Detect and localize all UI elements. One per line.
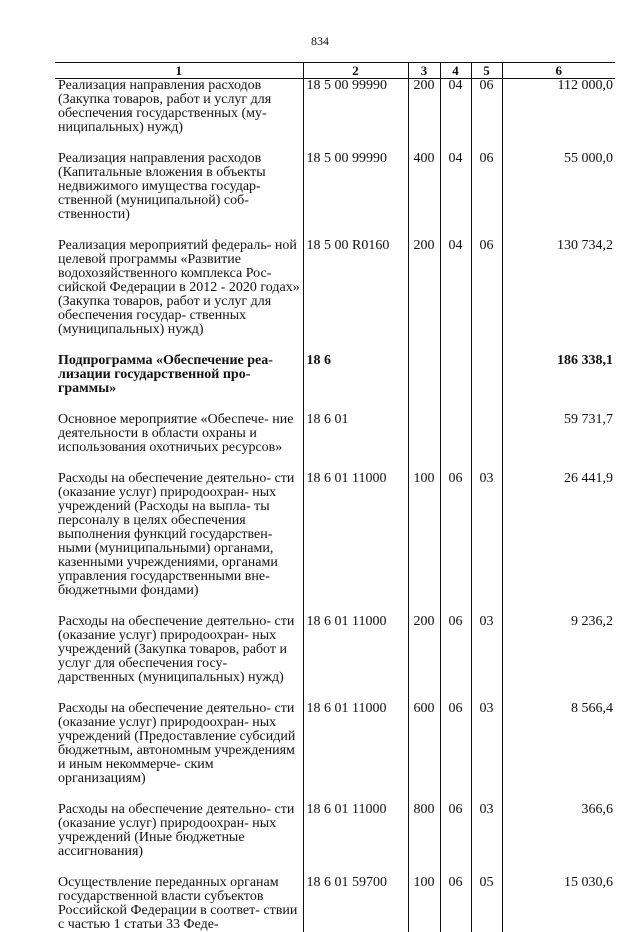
table-row xyxy=(55,152,615,239)
row-vr-code: 600 xyxy=(408,702,440,803)
row-pr-code: 06 xyxy=(471,239,502,354)
header-col-4: 4 xyxy=(440,63,471,79)
row-amount: 9 236,2 xyxy=(502,615,615,702)
header-col-5: 5 xyxy=(471,63,502,79)
row-amount: 8 566,4 xyxy=(502,702,615,803)
row-csr-code: 18 6 01 xyxy=(303,413,408,472)
row-csr-code: 18 6 01 59700 xyxy=(303,876,408,932)
row-pr-code: 03 xyxy=(471,615,502,702)
table-row xyxy=(55,876,615,932)
row-csr-code: 18 5 00 R0160 xyxy=(303,239,408,354)
row-name: Расходы на обеспечение деятельно- сти (оказание услуг) природоохран- ных учреждений (Закупка товаров, работ и услуг для обеспечения госу- дарственных (муниципальных) нужд) xyxy=(55,615,303,702)
row-pr-code: 03 xyxy=(471,803,502,876)
table-row xyxy=(55,472,615,615)
row-amount: 130 734,2 xyxy=(502,239,615,354)
row-rz-code: 06 xyxy=(440,876,471,932)
table-row xyxy=(55,702,615,803)
row-pr-code: 05 xyxy=(471,876,502,932)
row-amount: 59 731,7 xyxy=(502,413,615,472)
table-row xyxy=(55,803,615,876)
row-amount: 366,6 xyxy=(502,803,615,876)
row-csr-code: 18 5 00 99990 xyxy=(303,79,408,153)
table-body xyxy=(55,79,615,932)
row-pr-code: 06 xyxy=(471,79,502,153)
row-rz-code: 04 xyxy=(440,239,471,354)
header-col-1: 1 xyxy=(55,63,303,79)
row-name: Реализация направления расходов (Закупка товаров, работ и услуг для обеспечения государственных (му- ниципальных) нужд) xyxy=(55,79,303,153)
header-row xyxy=(55,63,615,79)
row-rz-code xyxy=(440,413,471,472)
row-name: Расходы на обеспечение деятельно- сти (оказание услуг) природоохран- ных учреждений (Предоставление субсидий бюджетным, автономным учреждениям и иным некоммерче- ским организациям) xyxy=(55,702,303,803)
row-csr-code: 18 6 01 11000 xyxy=(303,803,408,876)
row-vr-code xyxy=(408,413,440,472)
row-name: Осуществление переданных органам государственной власти субъектов Российской Федерации в соответ- ствии с частью 1 статьи 33 Феде- xyxy=(55,876,303,932)
row-rz-code: 06 xyxy=(440,472,471,615)
row-vr-code: 800 xyxy=(408,803,440,876)
row-amount: 15 030,6 xyxy=(502,876,615,932)
row-vr-code: 100 xyxy=(408,876,440,932)
row-pr-code: 03 xyxy=(471,702,502,803)
row-pr-code xyxy=(471,354,502,413)
row-csr-code: 18 5 00 99990 xyxy=(303,152,408,239)
row-amount: 186 338,1 xyxy=(502,354,615,413)
table-header xyxy=(55,63,615,79)
row-pr-code xyxy=(471,413,502,472)
row-rz-code xyxy=(440,354,471,413)
row-name: Реализация мероприятий федераль- ной целевой программы «Развитие водохозяйственного комплекса Рос- сийской Федерации в 2012 - 2020 годах» (Закупка товаров, работ и услуг для обеспечения государ- ственных (муниципальных) нужд) xyxy=(55,239,303,354)
table-row xyxy=(55,413,615,472)
row-rz-code: 06 xyxy=(440,803,471,876)
budget-table xyxy=(55,62,615,932)
row-vr-code: 200 xyxy=(408,615,440,702)
page-number: 834 xyxy=(0,34,640,49)
row-pr-code: 06 xyxy=(471,152,502,239)
row-amount: 55 000,0 xyxy=(502,152,615,239)
header-col-2: 2 xyxy=(303,63,408,79)
row-rz-code: 04 xyxy=(440,79,471,153)
row-amount: 26 441,9 xyxy=(502,472,615,615)
row-rz-code: 06 xyxy=(440,615,471,702)
header-col-6: 6 xyxy=(502,63,615,79)
header-col-3: 3 xyxy=(408,63,440,79)
row-rz-code: 04 xyxy=(440,152,471,239)
row-vr-code xyxy=(408,354,440,413)
row-vr-code: 100 xyxy=(408,472,440,615)
row-pr-code: 03 xyxy=(471,472,502,615)
table-row xyxy=(55,615,615,702)
row-vr-code: 200 xyxy=(408,239,440,354)
table-row xyxy=(55,354,615,413)
row-csr-code: 18 6 xyxy=(303,354,408,413)
table-row xyxy=(55,79,615,153)
row-csr-code: 18 6 01 11000 xyxy=(303,615,408,702)
row-name: Расходы на обеспечение деятельно- сти (оказание услуг) природоохран- ных учреждений (Расходы на выпла- ты персоналу в целях обеспечения выполнения функций государствен- ными (муниципальными) органами, казенными учреждениями, органами управления государственными вне- бюджетными фондами) xyxy=(55,472,303,615)
row-name: Подпрограмма «Обеспечение реа- лизации государственной про- граммы» xyxy=(55,354,303,413)
row-vr-code: 200 xyxy=(408,79,440,153)
row-name: Основное мероприятие «Обеспече- ние деятельности в области охраны и использования охотничьих ресурсов» xyxy=(55,413,303,472)
row-csr-code: 18 6 01 11000 xyxy=(303,702,408,803)
row-rz-code: 06 xyxy=(440,702,471,803)
row-name: Реализация направления расходов (Капитальные вложения в объекты недвижимого имущества государ- ственной (муниципальной) соб- ственности) xyxy=(55,152,303,239)
table-row xyxy=(55,239,615,354)
row-vr-code: 400 xyxy=(408,152,440,239)
row-csr-code: 18 6 01 11000 xyxy=(303,472,408,615)
row-name: Расходы на обеспечение деятельно- сти (оказание услуг) природоохран- ных учреждений (Иные бюджетные ассигнования) xyxy=(55,803,303,876)
row-amount: 112 000,0 xyxy=(502,79,615,153)
